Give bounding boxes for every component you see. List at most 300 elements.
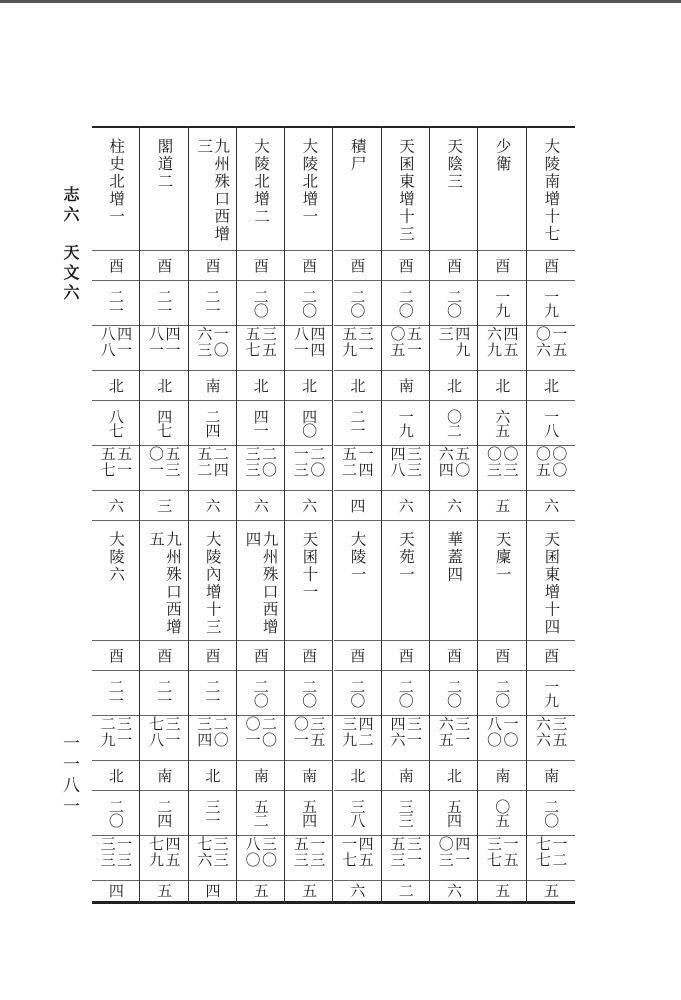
top-longitude-degrees-cell (189, 281, 236, 326)
top-magnitude-cell (237, 491, 284, 521)
top-magnitude: 三 (155, 497, 174, 514)
top-direction-cell (527, 251, 575, 281)
top-magnitude-cell (140, 491, 187, 521)
bottom-latitude-direction-cell (237, 761, 284, 791)
bottom-latitude-direction-cell (382, 761, 429, 791)
bottom-direction-cell (478, 641, 525, 671)
top-direction: 酉 (251, 257, 270, 274)
bottom-direction: 酉 (396, 647, 415, 664)
top-latitude-direction-cell (189, 371, 236, 401)
bottom-longitude-minutes: 二〇三四 (195, 716, 230, 748)
bottom-star-name: 九州殊口西增五 (146, 531, 182, 636)
top-longitude-degrees-cell (140, 281, 187, 326)
bottom-star-name: 九州殊口西增四 (243, 531, 279, 636)
top-magnitude-cell (334, 491, 381, 521)
bottom-star-name-cell (478, 521, 525, 641)
top-latitude-direction-cell (92, 371, 139, 401)
bottom-longitude-minutes-cell (382, 716, 429, 761)
top-latitude-direction: 北 (106, 377, 125, 394)
top-latitude-minutes-cell (237, 446, 284, 491)
bottom-latitude-degrees: 五四 (444, 799, 463, 827)
top-magnitude-cell (527, 491, 575, 521)
top-direction: 酉 (155, 257, 174, 274)
bottom-magnitude-cell (92, 881, 139, 901)
bottom-star-name: 天廩一 (493, 531, 512, 584)
top-magnitude: 四 (348, 497, 367, 514)
top-direction-cell (92, 251, 139, 281)
top-latitude-minutes: 二〇三三 (243, 446, 279, 478)
table-column (140, 126, 188, 904)
bottom-latitude-degrees-cell (478, 791, 525, 836)
bottom-longitude-degrees-cell (382, 671, 429, 716)
top-latitude-degrees: 一八 (542, 409, 561, 437)
top-latitude-direction-cell (382, 371, 429, 401)
bottom-direction: 酉 (542, 647, 561, 664)
volume-label: 志六 (61, 186, 80, 226)
top-longitude-minutes-cell (334, 326, 381, 371)
bottom-latitude-degrees-cell (285, 791, 332, 836)
top-latitude-minutes-cell (285, 446, 332, 491)
top-magnitude: 六 (106, 497, 125, 514)
bottom-longitude-minutes: 四二三九 (340, 716, 375, 748)
top-longitude-minutes-cell (237, 326, 284, 371)
bottom-longitude-degrees-cell (527, 671, 575, 716)
bottom-latitude-degrees: 三一 (203, 799, 222, 827)
bottom-direction-cell (527, 641, 575, 671)
bottom-latitude-degrees-cell (334, 791, 381, 836)
bottom-direction: 酉 (203, 647, 222, 664)
top-star-name-cell (527, 128, 575, 251)
bottom-latitude-minutes: 三〇八〇 (243, 836, 279, 868)
bottom-latitude-minutes: 一二七七 (533, 836, 569, 868)
bottom-magnitude-cell (478, 881, 525, 901)
bottom-longitude-degrees: 二〇 (493, 679, 512, 707)
bottom-latitude-direction: 南 (155, 767, 174, 784)
bottom-latitude-degrees: 二〇 (106, 799, 125, 827)
bottom-longitude-degrees-cell (189, 671, 236, 716)
top-longitude-minutes: 四四八一 (291, 326, 327, 358)
top-longitude-minutes: 四一八一 (146, 326, 182, 358)
top-latitude-degrees: 四七 (155, 409, 174, 437)
bottom-longitude-minutes-cell (285, 716, 332, 761)
bottom-magnitude-cell (285, 881, 332, 901)
bottom-latitude-minutes-cell (237, 836, 284, 881)
top-star-name-cell (92, 128, 139, 251)
bottom-longitude-degrees: 二〇 (444, 679, 463, 707)
top-longitude-minutes: 一五〇六 (533, 326, 569, 358)
bottom-longitude-minutes-cell (527, 716, 575, 761)
top-longitude-minutes-cell (189, 326, 236, 371)
top-longitude-minutes-cell (382, 326, 429, 371)
top-magnitude-cell (285, 491, 332, 521)
bottom-longitude-degrees: 二〇 (396, 679, 415, 707)
bottom-longitude-degrees: 二一 (203, 679, 222, 707)
top-longitude-minutes-cell (478, 326, 525, 371)
top-longitude-minutes: 四五六九 (485, 326, 520, 358)
top-latitude-direction: 北 (493, 377, 512, 394)
top-latitude-direction-cell (140, 371, 187, 401)
bottom-direction-cell (140, 641, 187, 671)
bottom-latitude-degrees: 二〇 (542, 799, 561, 827)
table-column (430, 126, 478, 904)
bottom-direction: 酉 (493, 647, 512, 664)
bottom-latitude-direction: 北 (348, 767, 367, 784)
top-latitude-minutes: 一四五二 (340, 446, 375, 478)
bottom-star-name-cell (140, 521, 187, 641)
bottom-latitude-degrees-cell (237, 791, 284, 836)
top-longitude-degrees: 一九 (493, 289, 512, 317)
table-column (237, 126, 285, 904)
top-edge-line (0, 0, 681, 3)
top-latitude-degrees-cell (285, 401, 332, 446)
top-longitude-minutes: 四九三 (436, 326, 472, 358)
top-latitude-direction: 北 (444, 377, 463, 394)
bottom-longitude-minutes-cell (92, 716, 139, 761)
top-star-name-cell (478, 128, 525, 251)
top-longitude-minutes: 一〇六三 (195, 326, 230, 358)
top-latitude-minutes-cell (92, 446, 139, 491)
top-latitude-degrees-cell (430, 401, 477, 446)
top-star-name: 閣道二 (155, 138, 174, 191)
top-latitude-minutes-cell (527, 446, 575, 491)
bottom-magnitude: 二 (396, 883, 415, 899)
top-longitude-minutes-cell (140, 326, 187, 371)
top-latitude-degrees-cell (140, 401, 187, 446)
top-longitude-degrees: 一九 (542, 289, 561, 317)
top-magnitude: 六 (396, 497, 415, 514)
top-star-name: 天囷東增十三 (396, 138, 415, 243)
bottom-direction: 酉 (444, 647, 463, 664)
bottom-longitude-minutes: 三五六六 (533, 716, 569, 748)
top-direction: 酉 (396, 257, 415, 274)
bottom-longitude-degrees-cell (334, 671, 381, 716)
top-longitude-minutes: 五一〇五 (388, 326, 423, 358)
top-star-name-cell (189, 128, 236, 251)
top-latitude-minutes: 五〇六四 (436, 446, 472, 478)
top-direction: 酉 (444, 257, 463, 274)
bottom-latitude-minutes: 四五一七 (340, 836, 375, 868)
bottom-star-name-cell (92, 521, 139, 641)
bottom-direction: 酉 (300, 647, 319, 664)
top-longitude-degrees: 二〇 (348, 289, 367, 317)
top-longitude-degrees-cell (478, 281, 525, 326)
top-latitude-degrees-cell (237, 401, 284, 446)
top-magnitude-cell (430, 491, 477, 521)
top-direction-cell (237, 251, 284, 281)
bottom-magnitude: 五 (493, 883, 512, 899)
top-latitude-minutes-cell (430, 446, 477, 491)
top-magnitude: 六 (542, 497, 561, 514)
bottom-latitude-minutes-cell (92, 836, 139, 881)
top-latitude-minutes-cell (189, 446, 236, 491)
top-latitude-degrees-cell (334, 401, 381, 446)
top-longitude-minutes: 四一八八 (98, 326, 134, 358)
top-star-name: 大陵北增一 (300, 138, 319, 226)
top-longitude-minutes-cell (285, 326, 332, 371)
top-star-name: 大陵北增二 (252, 138, 271, 226)
bottom-longitude-degrees: 二一 (155, 679, 174, 707)
bottom-longitude-degrees: 二〇 (300, 679, 319, 707)
bottom-magnitude-cell (189, 881, 236, 901)
top-magnitude-cell (92, 491, 139, 521)
bottom-latitude-minutes: 四五七九 (146, 836, 182, 868)
top-longitude-degrees: 二一 (155, 289, 174, 317)
bottom-latitude-degrees: 三八 (348, 799, 367, 827)
bottom-latitude-direction-cell (527, 761, 575, 791)
bottom-longitude-minutes: 三一六五 (436, 716, 472, 748)
top-latitude-direction: 北 (155, 377, 174, 394)
bottom-latitude-direction-cell (430, 761, 477, 791)
bottom-latitude-degrees-cell (140, 791, 187, 836)
bottom-latitude-direction-cell (92, 761, 139, 791)
top-longitude-degrees: 二〇 (396, 289, 415, 317)
bottom-longitude-minutes: 一〇八〇 (485, 716, 520, 748)
top-longitude-degrees: 二〇 (251, 289, 270, 317)
bottom-star-name-cell (430, 521, 477, 641)
top-direction: 酉 (542, 257, 561, 274)
top-latitude-direction: 北 (348, 377, 367, 394)
top-latitude-degrees-cell (92, 401, 139, 446)
bottom-latitude-degrees: 五二 (251, 799, 270, 827)
top-direction-cell (334, 251, 381, 281)
bottom-latitude-minutes-cell (334, 836, 381, 881)
top-latitude-direction-cell (237, 371, 284, 401)
top-latitude-direction: 北 (251, 377, 270, 394)
bottom-direction: 酉 (106, 647, 125, 664)
top-magnitude-cell (189, 491, 236, 521)
bottom-latitude-direction: 北 (106, 767, 125, 784)
bottom-longitude-minutes-cell (140, 716, 187, 761)
top-longitude-degrees: 二〇 (444, 289, 463, 317)
top-longitude-minutes-cell (92, 326, 139, 371)
bottom-latitude-direction-cell (140, 761, 187, 791)
top-latitude-degrees: 四一 (251, 409, 270, 437)
bottom-longitude-degrees-cell (430, 671, 477, 716)
top-latitude-direction-cell (527, 371, 575, 401)
top-latitude-minutes: 五一五七 (98, 446, 134, 478)
bottom-latitude-minutes-cell (478, 836, 525, 881)
bottom-longitude-degrees-cell (285, 671, 332, 716)
page-number: 一一八一 (59, 734, 79, 818)
bottom-magnitude: 五 (542, 883, 561, 899)
bottom-latitude-direction: 北 (444, 767, 463, 784)
top-star-name: 天陰三 (445, 138, 464, 191)
section-label: 天文六 (61, 244, 80, 304)
bottom-longitude-minutes: 三一七八 (146, 716, 182, 748)
top-longitude-minutes: 三五五七 (243, 326, 279, 358)
bottom-latitude-minutes: 一三三三 (98, 836, 134, 868)
bottom-latitude-minutes: 四一〇三 (436, 836, 472, 868)
top-magnitude: 六 (300, 497, 319, 514)
top-longitude-minutes: 三一五九 (340, 326, 375, 358)
table-column (527, 126, 575, 904)
top-direction: 酉 (493, 257, 512, 274)
bottom-latitude-degrees-cell (382, 791, 429, 836)
table-column (334, 126, 382, 904)
top-latitude-minutes-cell (478, 446, 525, 491)
bottom-star-name-cell (382, 521, 429, 641)
bottom-latitude-direction: 南 (251, 767, 270, 784)
top-magnitude-cell (382, 491, 429, 521)
top-latitude-direction-cell (430, 371, 477, 401)
bottom-latitude-minutes-cell (527, 836, 575, 881)
top-direction-cell (140, 251, 187, 281)
bottom-star-name: 大陵一 (348, 531, 367, 584)
bottom-longitude-degrees: 二〇 (348, 679, 367, 707)
bottom-magnitude-cell (527, 881, 575, 901)
top-direction: 酉 (203, 257, 222, 274)
bottom-longitude-minutes-cell (189, 716, 236, 761)
bottom-magnitude: 四 (203, 883, 222, 899)
bottom-latitude-direction: 南 (493, 767, 512, 784)
top-latitude-degrees: 二四 (203, 409, 222, 437)
bottom-longitude-degrees-cell (92, 671, 139, 716)
bottom-latitude-degrees-cell (527, 791, 575, 836)
bottom-longitude-degrees: 二〇 (251, 679, 270, 707)
top-star-name-cell (285, 128, 332, 251)
bottom-longitude-degrees-cell (140, 671, 187, 716)
top-latitude-degrees-cell (189, 401, 236, 446)
bottom-latitude-degrees-cell (189, 791, 236, 836)
top-magnitude: 五 (493, 497, 512, 514)
bottom-star-name-cell (334, 521, 381, 641)
bottom-direction-cell (237, 641, 284, 671)
top-longitude-degrees-cell (285, 281, 332, 326)
bottom-magnitude: 四 (106, 883, 125, 899)
bottom-longitude-minutes-cell (430, 716, 477, 761)
top-longitude-degrees: 二一 (106, 289, 125, 317)
bottom-magnitude-cell (140, 881, 187, 901)
bottom-latitude-minutes: 一三五三 (291, 836, 327, 868)
bottom-direction-cell (285, 641, 332, 671)
top-direction: 酉 (348, 257, 367, 274)
bottom-latitude-minutes: 一五三七 (485, 836, 520, 868)
top-latitude-minutes: 二〇一三 (291, 446, 327, 478)
top-latitude-direction: 南 (203, 377, 222, 394)
bottom-star-name-cell (285, 521, 332, 641)
top-longitude-degrees: 二一 (203, 289, 222, 317)
bottom-longitude-minutes: 三五〇一 (291, 716, 327, 748)
top-latitude-direction-cell (285, 371, 332, 401)
top-latitude-minutes-cell (140, 446, 187, 491)
bottom-direction: 酉 (155, 647, 174, 664)
top-latitude-degrees: 八七 (106, 409, 125, 437)
top-longitude-minutes-cell (430, 326, 477, 371)
top-latitude-minutes: 三三四八 (388, 446, 423, 478)
bottom-direction-cell (334, 641, 381, 671)
top-magnitude: 六 (251, 497, 270, 514)
top-star-name-cell (140, 128, 187, 251)
top-longitude-degrees-cell (430, 281, 477, 326)
bottom-longitude-degrees: 二一 (106, 679, 125, 707)
bottom-latitude-degrees: 二四 (155, 799, 174, 827)
top-latitude-direction-cell (478, 371, 525, 401)
top-direction-cell (285, 251, 332, 281)
bottom-latitude-direction-cell (334, 761, 381, 791)
bottom-magnitude: 五 (251, 883, 270, 899)
bottom-magnitude: 五 (155, 883, 174, 899)
bottom-direction: 酉 (348, 647, 367, 664)
top-longitude-degrees-cell (237, 281, 284, 326)
bottom-magnitude-cell (334, 881, 381, 901)
bottom-magnitude-cell (382, 881, 429, 901)
top-latitude-degrees: 一九 (396, 409, 415, 437)
top-star-name-cell (382, 128, 429, 251)
top-latitude-minutes: 〇三〇三 (485, 446, 520, 478)
bottom-longitude-minutes: 三一二九 (98, 716, 134, 748)
bottom-longitude-minutes-cell (334, 716, 381, 761)
bottom-magnitude-cell (430, 881, 477, 901)
top-magnitude-cell (478, 491, 525, 521)
top-latitude-direction: 北 (542, 377, 561, 394)
bottom-latitude-degrees-cell (430, 791, 477, 836)
bottom-direction-cell (382, 641, 429, 671)
bottom-magnitude: 五 (300, 883, 319, 899)
top-latitude-minutes: 〇〇〇五 (533, 446, 569, 478)
top-longitude-degrees: 二〇 (300, 289, 319, 317)
bottom-direction: 酉 (251, 647, 270, 664)
top-star-name: 積尸 (348, 138, 367, 173)
bottom-star-name: 大陵內增十三 (203, 531, 222, 636)
bottom-direction-cell (189, 641, 236, 671)
bottom-magnitude: 六 (348, 883, 367, 899)
top-longitude-degrees-cell (527, 281, 575, 326)
bottom-magnitude-cell (237, 881, 284, 901)
top-direction-cell (478, 251, 525, 281)
bottom-magnitude: 六 (444, 883, 463, 899)
top-longitude-degrees-cell (92, 281, 139, 326)
bottom-latitude-direction: 北 (203, 767, 222, 784)
top-longitude-minutes-cell (527, 326, 575, 371)
bottom-latitude-direction-cell (189, 761, 236, 791)
bottom-longitude-minutes: 二〇〇一 (243, 716, 279, 748)
top-direction-cell (189, 251, 236, 281)
bottom-star-name: 華蓋四 (445, 531, 464, 584)
top-star-name: 柱史北增一 (107, 138, 126, 226)
bottom-latitude-degrees-cell (92, 791, 139, 836)
top-latitude-direction: 南 (396, 377, 415, 394)
top-star-name: 九州殊口西增三 (195, 138, 231, 243)
bottom-longitude-degrees: 一九 (542, 679, 561, 707)
top-latitude-degrees-cell (478, 401, 525, 446)
top-star-name: 大陵南增十七 (542, 138, 561, 243)
bottom-star-name-cell (189, 521, 236, 641)
top-star-name-cell (237, 128, 284, 251)
table-column (92, 126, 140, 904)
bottom-direction-cell (430, 641, 477, 671)
bottom-longitude-degrees-cell (478, 671, 525, 716)
bottom-latitude-direction: 南 (542, 767, 561, 784)
star-catalog-table (92, 126, 575, 904)
top-latitude-minutes: 五三〇一 (146, 446, 182, 478)
bottom-latitude-minutes: 三三七六 (195, 836, 230, 868)
table-column (478, 126, 526, 904)
bottom-star-name-cell (237, 521, 284, 641)
top-latitude-minutes-cell (334, 446, 381, 491)
bottom-latitude-degrees: 三三 (396, 799, 415, 827)
bottom-direction-cell (92, 641, 139, 671)
bottom-latitude-degrees: 〇五 (493, 799, 512, 827)
top-magnitude: 六 (444, 497, 463, 514)
top-latitude-degrees: 〇二 (444, 409, 463, 437)
top-star-name-cell (430, 128, 477, 251)
top-direction-cell (430, 251, 477, 281)
bottom-latitude-minutes-cell (140, 836, 187, 881)
bottom-longitude-minutes-cell (237, 716, 284, 761)
top-latitude-minutes: 二四五二 (195, 446, 230, 478)
top-latitude-degrees: 四〇 (300, 409, 319, 437)
bottom-latitude-minutes-cell (382, 836, 429, 881)
